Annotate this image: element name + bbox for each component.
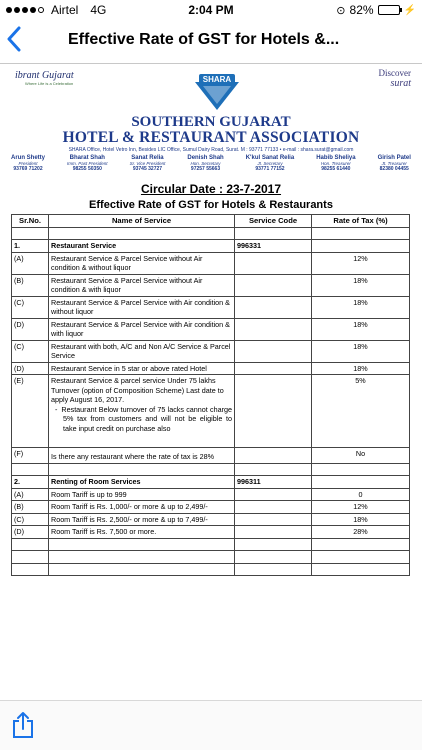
cell-tax-rate: 18%	[312, 318, 410, 340]
logo-right-line2: surat	[390, 78, 411, 89]
cell-sr-no: (C)	[12, 296, 49, 318]
service-name: Restaurant Service & Parcel Service with Air condition & with liquor	[51, 319, 230, 338]
cell-tax-rate: 18%	[312, 296, 410, 318]
member-phone: 98255 50350	[72, 166, 102, 172]
office-bearer	[316, 155, 355, 172]
cell-service-code	[235, 448, 312, 464]
cell-service-name	[49, 513, 235, 526]
header-sr-no: Sr.No.	[12, 215, 49, 228]
blank-row	[12, 538, 410, 551]
service-name: Restaurant Service & Parcel Service without Air condition & with liquor	[51, 275, 203, 294]
member-phone: 97257 55663	[190, 166, 221, 172]
gst-rate-table	[11, 214, 410, 576]
cell-tax-rate	[312, 240, 410, 253]
cell-service-code	[235, 252, 312, 274]
cell-sr-no: (F)	[12, 448, 49, 464]
table-row	[12, 318, 410, 340]
blank-row	[12, 227, 410, 240]
cell-service-code	[235, 362, 312, 375]
service-name: Restaurant Service & Parcel Service with Air condition & without liquor	[51, 297, 230, 316]
service-name: Room Tariff is Rs. 7,500 or more.	[51, 527, 157, 536]
cell-service-code	[235, 340, 312, 362]
cell-service-name	[49, 448, 235, 464]
service-name: Restaurant Service	[51, 241, 117, 250]
cell-sr-no: (A)	[12, 488, 49, 501]
section-row	[12, 240, 410, 253]
shara-logo	[185, 68, 249, 112]
discover-surat-logo	[347, 68, 411, 94]
cell-tax-rate	[312, 476, 410, 489]
cell-service-name	[49, 252, 235, 274]
cell-service-code	[235, 488, 312, 501]
cell-sr-no: (C)	[12, 340, 49, 362]
member-name: Girish Patel	[377, 155, 411, 161]
member-role: President	[18, 161, 38, 166]
status-bar	[0, 0, 422, 20]
member-role: Hon. Secretary	[190, 161, 221, 166]
service-name: Renting of Room Services	[51, 477, 141, 486]
section-row	[12, 476, 410, 489]
logo-left-text: ibrant Gujarat	[15, 70, 74, 81]
office-address: SHARA Office, Hotel Vetro Inn, Besides LIC Office, Sumul Dairy Road, Surat. M : 93771 77133 • e-mail : shara.surat@gmail.com	[68, 147, 354, 153]
cell-service-name	[49, 318, 235, 340]
navigation-bar	[0, 20, 422, 64]
member-phone: 82380 04455	[379, 166, 409, 172]
blank-row	[12, 551, 410, 564]
clock: 2:04 PM	[188, 3, 234, 17]
header-service-code: Service Code	[235, 215, 312, 228]
shara-logo-text: SHARA	[202, 75, 232, 84]
table-row	[12, 501, 410, 514]
cell-sr-no: (A)	[12, 252, 49, 274]
charging-icon: ⚡	[403, 4, 416, 16]
cell-sr-no: 2.	[12, 476, 49, 489]
association-name-line2: HOTEL & RESTAURANT ASSOCIATION	[62, 129, 360, 146]
header-service-name: Name of Service	[49, 215, 235, 228]
office-bearers	[11, 155, 411, 172]
member-name: Bharat Shah	[69, 155, 105, 161]
cell-sr-no: (D)	[12, 318, 49, 340]
member-name: Denish Shah	[187, 155, 224, 161]
office-bearer	[130, 155, 166, 172]
bottom-toolbar	[0, 700, 422, 750]
cell-tax-rate: 18%	[312, 340, 410, 362]
cell-service-code	[235, 296, 312, 318]
cell-tax-rate: No	[312, 448, 410, 464]
vibrant-gujarat-logo	[15, 70, 107, 92]
cell-service-name	[49, 340, 235, 362]
header-tax-rate: Rate of Tax (%)	[312, 215, 410, 228]
table-row	[12, 488, 410, 501]
service-name: Restaurant Service & parcel service Under 75 lakhs Turnover (option of Composition Scheme) Last date to apply August 16, 2017.	[51, 376, 224, 404]
office-bearer	[378, 155, 411, 172]
network-type: 4G	[90, 3, 107, 17]
cell-sr-no: (B)	[12, 501, 49, 514]
cell-tax-rate: 12%	[312, 252, 410, 274]
cell-service-code	[235, 318, 312, 340]
table-row	[12, 375, 410, 448]
table-row	[12, 448, 410, 464]
member-name: Sanat Relia	[131, 155, 164, 161]
service-note: - Restaurant Below turnover of 75 lacks cannot charge 5% tax from customers and will not be eligible to take input credit on purchase also	[51, 405, 232, 434]
cell-service-name	[49, 501, 235, 514]
carrier-name: Airtel	[51, 3, 79, 17]
share-icon	[11, 711, 35, 739]
member-role: Jt. Treasurer	[381, 161, 407, 166]
table-header-row	[12, 215, 410, 228]
cell-service-name	[49, 362, 235, 375]
cell-sr-no: (B)	[12, 274, 49, 296]
table-row	[12, 526, 410, 539]
member-role: Jt. Secretary	[257, 161, 283, 166]
cell-tax-rate: 18%	[312, 274, 410, 296]
service-name: Room Tariff is Rs. 1,000/- or more & up to 2,499/-	[51, 502, 208, 511]
document-viewer[interactable]	[9, 66, 413, 696]
cell-service-code	[235, 274, 312, 296]
member-name: Habib Sheliya	[316, 155, 356, 161]
cell-sr-no: (C)	[12, 513, 49, 526]
table-body	[12, 227, 410, 576]
blank-row	[12, 563, 410, 576]
cell-service-name	[49, 488, 235, 501]
member-name: Arun Shetty	[11, 155, 46, 161]
cell-service-name	[49, 476, 235, 489]
battery-icon	[378, 5, 400, 15]
table-row	[12, 362, 410, 375]
cell-tax-rate: 12%	[312, 501, 410, 514]
table-row	[12, 274, 410, 296]
cell-sr-no: (E)	[12, 375, 49, 448]
logo-left-sub: Where Life is a Celebration	[25, 81, 74, 86]
association-name-line1: SOUTHERN GUJARAT	[131, 114, 291, 130]
table-row	[12, 340, 410, 362]
cell-tax-rate: 18%	[312, 513, 410, 526]
office-bearer	[187, 155, 223, 172]
back-button[interactable]	[6, 26, 36, 56]
cell-tax-rate: 5%	[312, 375, 410, 448]
service-name: Restaurant with both, A/C and Non A/C Service & Parcel Service	[51, 341, 231, 360]
cell-service-name	[49, 274, 235, 296]
cell-service-code	[235, 501, 312, 514]
cell-sr-no: (D)	[12, 526, 49, 539]
member-role: Hon. Treasurer	[320, 161, 351, 166]
member-name: K'kul Sanat Relia	[245, 155, 295, 161]
document-heading: Effective Rate of GST for Hotels & Restaurants	[89, 199, 333, 211]
cell-service-name	[49, 296, 235, 318]
member-role: Sr. Vice President	[129, 161, 166, 166]
cell-service-name	[49, 240, 235, 253]
blank-row	[12, 463, 410, 476]
service-name: Room Tariff is up to 999	[51, 489, 127, 499]
cell-service-code: 996311	[235, 476, 312, 489]
cell-service-code	[235, 513, 312, 526]
cell-sr-no: (D)	[12, 362, 49, 375]
cell-service-name	[49, 526, 235, 539]
circular-date: Circular Date : 23-7-2017	[140, 182, 282, 196]
location-icon: ⊙	[336, 4, 346, 17]
chevron-left-icon	[6, 26, 22, 52]
cell-service-code	[235, 375, 312, 448]
cell-service-code: 996331	[235, 240, 312, 253]
member-phone: 93745 32727	[132, 166, 163, 172]
cell-tax-rate: 18%	[312, 362, 410, 375]
battery-percent: 82%	[349, 3, 374, 17]
logo-right-line1: Discover	[378, 68, 411, 78]
member-phone: 93769 71202	[13, 166, 43, 172]
member-phone: 98255 61440	[321, 166, 351, 172]
table-row	[12, 513, 410, 526]
table-row	[12, 252, 410, 274]
service-name: Room Tariff is Rs. 2,500/- or more & up to 7,499/-	[51, 514, 208, 524]
office-bearer	[67, 155, 108, 172]
service-name: Restaurant Service & Parcel Service without Air condition & without liquor	[51, 253, 203, 272]
table-row	[12, 296, 410, 318]
office-bearer	[11, 155, 45, 172]
cell-tax-rate: 28%	[312, 526, 410, 539]
office-bearer	[246, 155, 294, 172]
battery-area	[336, 3, 416, 17]
cell-service-code	[235, 526, 312, 539]
cell-service-name	[49, 375, 235, 448]
cell-tax-rate: 0	[312, 488, 410, 501]
service-name: Restaurant Service in 5 star or above rated Hotel	[51, 363, 207, 373]
page-title: Effective Rate of GST for Hotels &...	[68, 31, 340, 48]
service-name: Is there any restaurant where the rate of tax is 28%	[51, 452, 215, 461]
member-phone: 93771 77152	[255, 166, 285, 172]
cell-sr-no: 1.	[12, 240, 49, 253]
share-button[interactable]	[11, 711, 35, 739]
member-role: Imm. Past President	[67, 161, 108, 166]
